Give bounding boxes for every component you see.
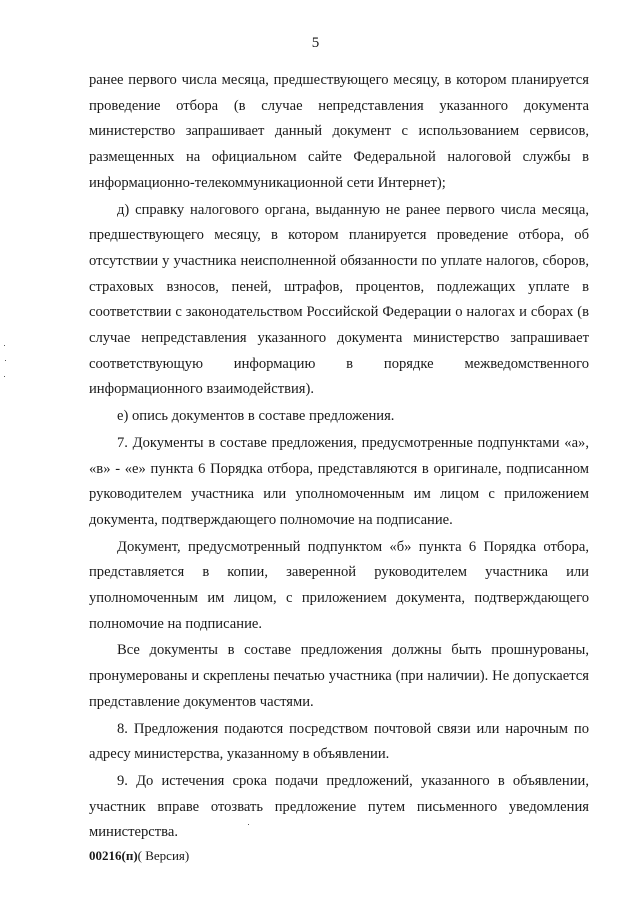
paragraph-8-submission: 8. Предложения подаются посредством почтовой связи или нарочным по адресу министерства, указанному в объявлении. [89,720,589,763]
scan-speck [248,824,249,825]
paragraph-7-originals: 7. Документы в составе предложения, предусмотренные подпунктами «а», «в» - «е» пункта 6 Порядка отбора, представляются в оригинале, подписанном руководителем участника или уполномоченным им лицом с приложением документа, подтверждающего полномочие на подписание. [89,434,589,528]
paragraph-copy-document: Документ, предусмотренный подпунктом «б» пункта 6 Порядка отбора, представляется в копии, заверенной руководителем участника или уполномоченным им лицом, с приложением документа, подтверждающего полномочие на подписание. [89,538,589,632]
paragraph-binding: Все документы в составе предложения должны быть прошнурованы, пронумерованы и скреплены печатью участника (при наличии). Не допускается представление документов частями. [89,642,589,710]
paragraph-d-tax-certificate: д) справку налогового органа, выданную не ранее первого числа месяца, предшествующего месяцу, в котором планируется проведение отбора, об отсутствии у участника неисполненной обязанности по уплате налогов, сборов, страховых взносов, пеней, штрафов, процентов, подлежащих уплате в соответствии с законодательством Российской Федерации о налогах и сборах (в случае непредставления указанного документа министерство запрашивает соответствующую информацию в порядке межведомственного информационного взаимодействия). [89,201,589,398]
document-body [89,68,589,846]
document-footer [89,848,189,864]
paragraph-9-withdrawal: 9. До истечения срока подачи предложений, указанного в объявлении, участник вправе отозвать предложение путем письменного уведомления министерства. [89,772,589,841]
scan-speck [4,376,5,377]
document-code: 00216(п) [89,848,138,863]
scan-speck [5,360,6,361]
page-number: 5 [311,35,320,51]
paragraph-e-inventory: е) опись документов в составе предложения. [117,408,395,425]
scan-speck [4,345,5,346]
paragraph-g-continuation: ранее первого числа месяца, предшествующего месяцу, в котором планируется проведение отбора (в случае непредставления указанного документа министерство запрашивает данный документ с использованием сервисов, размещенных на официальном сайте Федеральной налоговой службы в информационно-телекоммуникационной сети Интернет); [89,72,589,191]
document-version: ( Версия) [137,848,190,863]
